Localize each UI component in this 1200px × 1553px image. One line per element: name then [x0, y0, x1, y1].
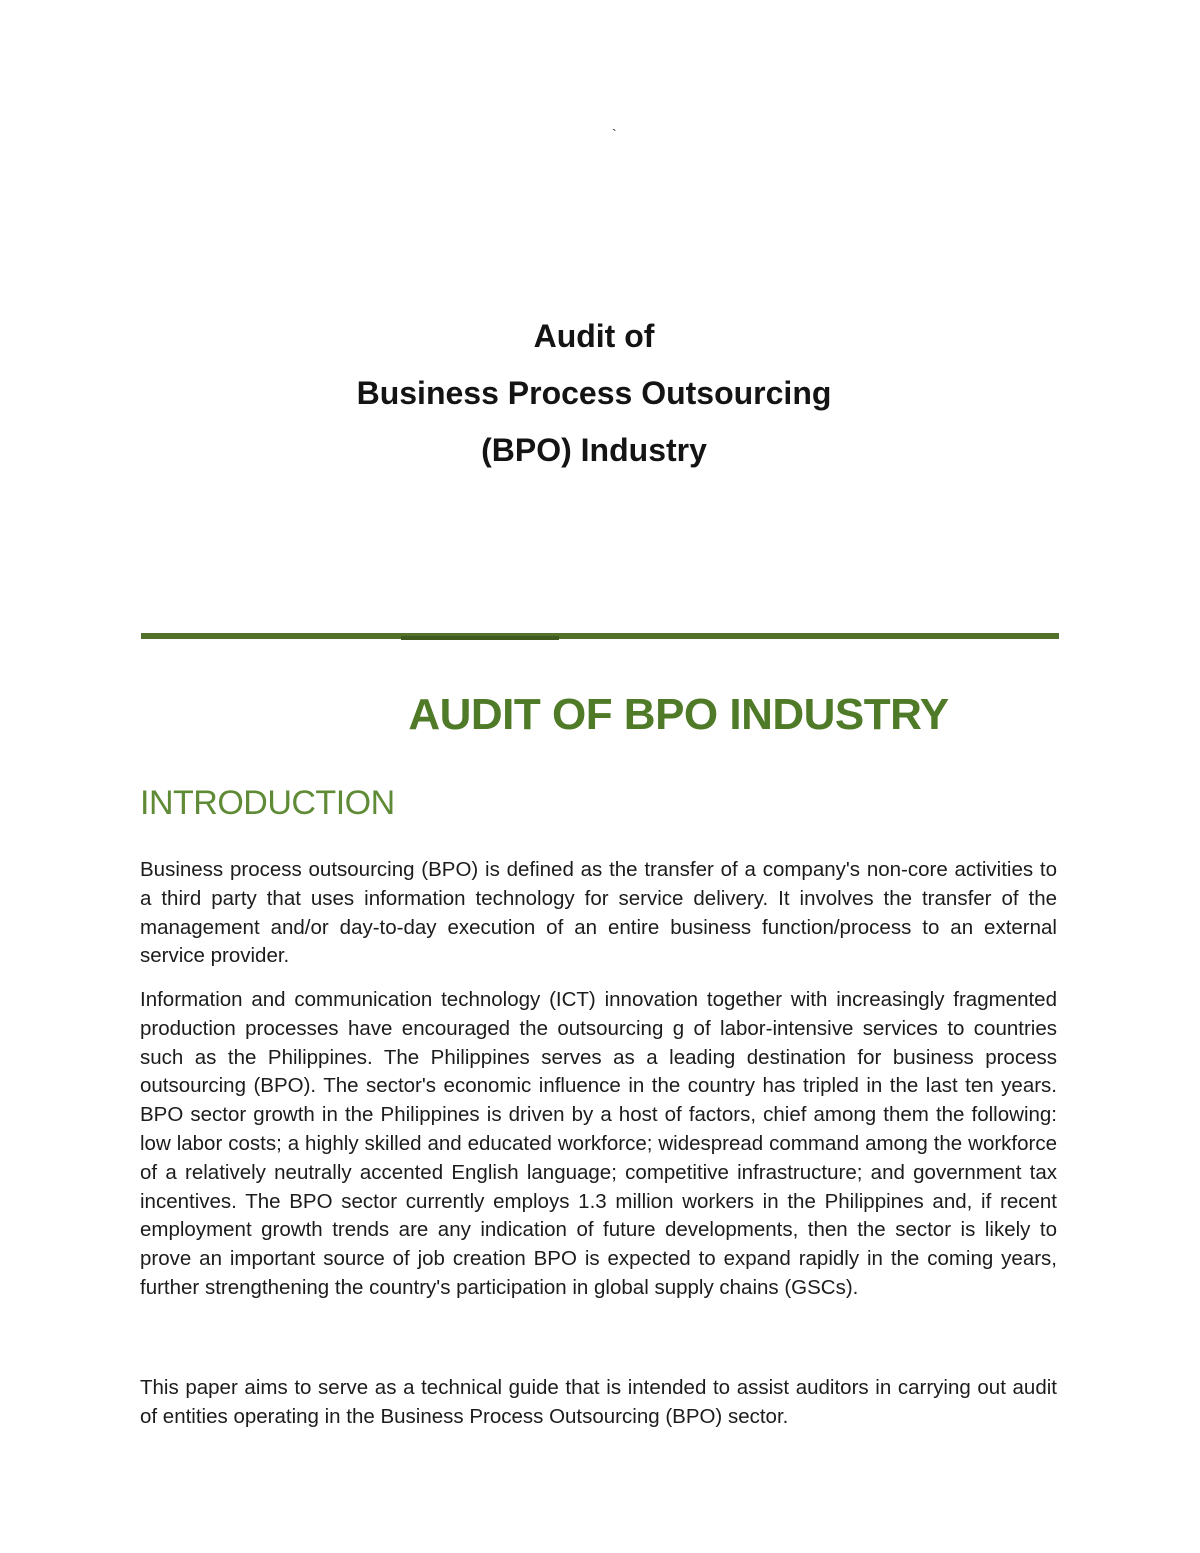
cover-title-line-2: Business Process Outsourcing [356, 375, 832, 411]
section-heading-introduction: INTRODUCTION [140, 784, 395, 822]
document-heading-text: AUDIT OF BPO INDUSTRY [408, 690, 949, 739]
stray-tick-mark: ` [612, 126, 617, 142]
horizontal-rule-accent [401, 636, 559, 640]
cover-title-line-3: (BPO) Industry [481, 432, 707, 468]
document-heading [0, 690, 1200, 740]
horizontal-rule [141, 633, 1059, 639]
paragraph-purpose: This paper aims to serve as a technical guide that is intended to assist auditors in carrying out audit of entities operating in the Business Process Outsourcing (BPO) sector. [140, 1376, 1057, 1428]
cover-title-line-1: Audit of [533, 318, 655, 354]
paragraph-definition: Business process outsourcing (BPO) is defined as the transfer of a company's non-core activities to a third party that uses information technology for service delivery. It involves the transfer of the management and/or day-to-day execution of an entire business function/process to an external service provider. [140, 858, 1057, 968]
cover-title [0, 308, 1200, 479]
paragraph-ict-growth: Information and communication technology (ICT) innovation together with increasingly fragmented production processes have encouraged the outsourcing g of labor-intensive services to countries such as the Philippines. The Philippines serves as a leading destination for business process outsourcing (BPO). The sector's economic influence in the country has tripled in the last ten years. BPO sector growth in the Philippines is driven by a host of factors, chief among them the following: low labor costs; a highly skilled and educated workforce; widespread command among the workforce of a relatively neutrally accented English language; competitive infrastructure; and government tax incentives. The BPO sector currently employs 1.3 million workers in the Philippines and, if recent employment growth trends are any indication of future developments, then the sector is likely to prove an important source of job creation BPO is expected to expand rapidly in the coming years, further strengthening the country's participation in global supply chains (GSCs). [140, 988, 1057, 1299]
